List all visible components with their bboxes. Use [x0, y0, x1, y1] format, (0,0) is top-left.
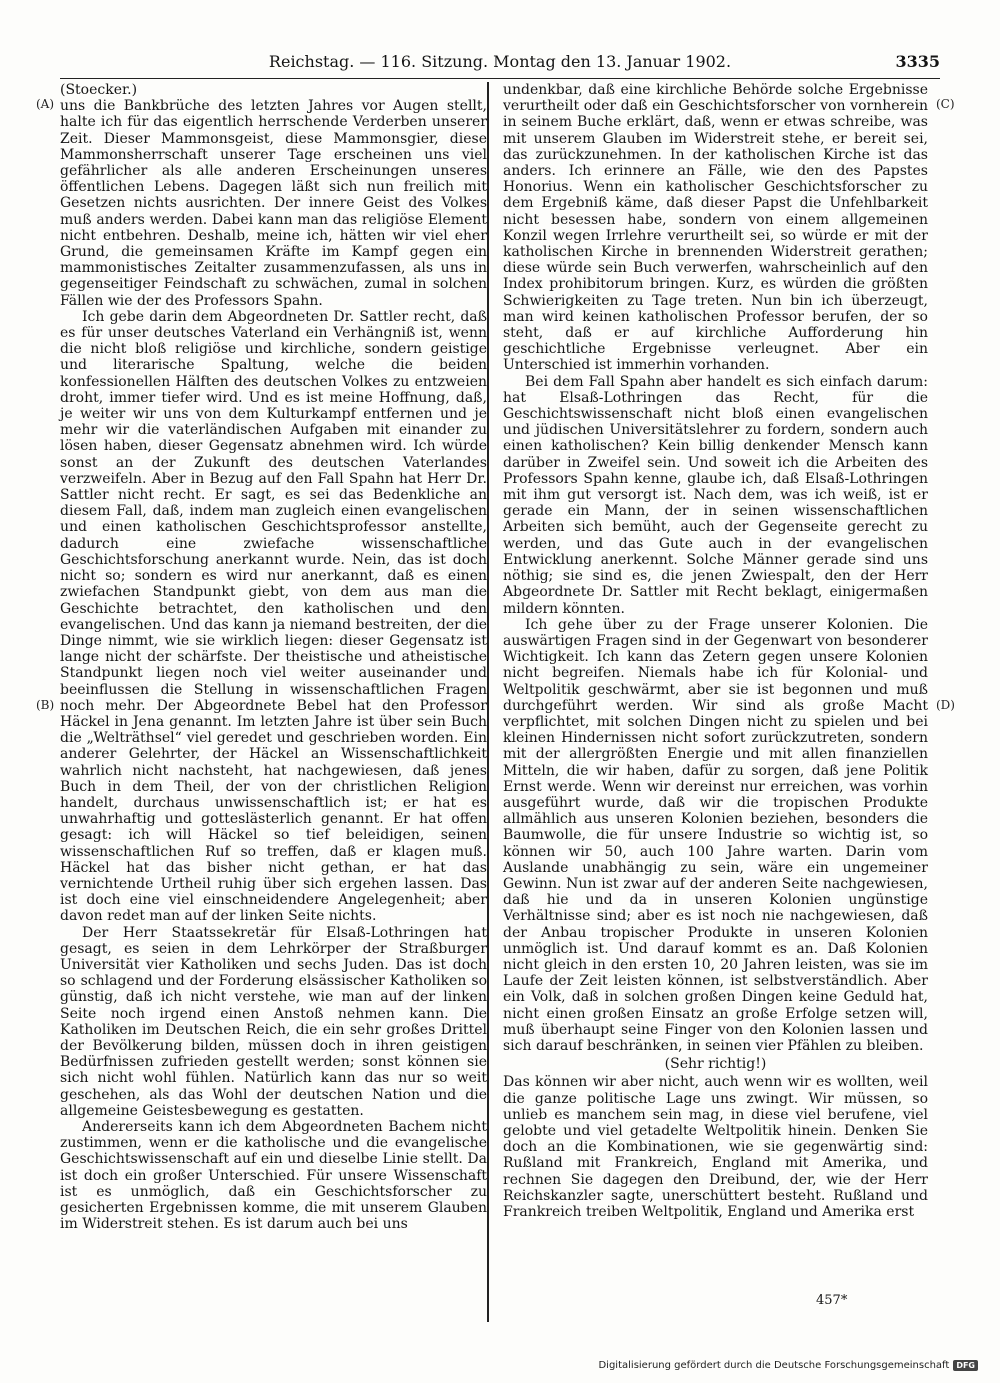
- paragraph: Der Herr Staatssekretär für Elsaß-Lothringen hat gesagt, es seien in dem Lehrkörper der Straßburger Universität vier Katholiken und sechs Juden. Das ist doch so schlagend und der Forderung elsässischer Katholiken so günstig, daß ich nicht verstehe, wie man auf der linken Seite noch irgend einen Anstoß nehmen kann. Die Katholiken im Deutschen Reich, die ein sehr großes Drittel der Bevölkerung bilden, müssen doch in ihren geistigen Bedürfnissen zufrieden gestellt werden; sonst können sie sich nicht wohl fühlen. Natürlich kann das nur so weit geschehen, als das Wohl der deutschen Nation und die allgemeine Geistesbewegung es gestatten.: [60, 924, 487, 1119]
- paragraph: uns die Bankbrüche des letzten Jahres vor Augen stellt, halte ich für das eigentlich herrschende Verderben unserer Zeit. Dieser Mammonsgeist, diese Mammonsgier, diese Mammonsherrschaft unserer Tage erscheinen uns viel gefährlicher als alle anderen Erscheinungen unseres öffentlichen Lebens. Dagegen läßt sich nun freilich mit Gesetzen nichts ausrichten. Der innere Geist des Volkes muß anders werden. Dabei kann man das religiöse Element nicht entbehren. Deshalb, meine ich, hätten wir viel eher Grund, die gemeinsamen Kräfte im Kampf gegen ein mammonistisches Zeitalter zusammenzufassen, als uns in gegenseitiger Feindschaft zu schwächen, zumal in solchen Fällen wie der des Professors Spahn.: [60, 98, 487, 309]
- column-divider: [487, 82, 489, 1322]
- paragraph: Ich gebe darin dem Abgeordneten Dr. Sattler recht, daß es für unser deutsches Vaterland ein Verhängniß ist, wenn die nicht bloß religiöse und kirchliche, sondern geistige und literarische Spaltung, welche die beiden konfessionellen Hälften des deutschen Volkes zu entzweien droht, immer tiefer wird. Und es ist meine Hoffnung, daß, je weiter wir uns von dem Kulturkampf entfernen und je mehr wir die vaterländischen Aufgaben mit einander zu lösen haben, dieser Gegensatz abnehmen wird. Ich würde sonst an der Zukunft des deutschen Vaterlandes verzweifeln. Aber in Bezug auf den Fall Spahn hat Herr Dr. Sattler nicht recht. Er sagt, es sei das Bedenkliche an diesem Fall, daß, indem man zugleich einen evangelischen und einen katholischen Geschichtsprofessor anstellte, dadurch eine zwiefache wissenschaftliche Geschichtsforschung anerkannt wurde. Nein, das ist doch nicht so; sondern es wird nur anerkannt, daß es einen zwiefachen Standpunkt giebt, von dem aus man die Geschichte betrachtet, den katholischen und den evangelischen. Und das kann ja niemand bestreiten, der die Dinge nimmt, wie sie wirklich liegen: dieser Gegensatz ist lange nicht der schärfste. Der theistische und atheistische Standpunkt liegen noch viel weiter auseinander und beeinflussen die Stellung in wissenschaftlichen Fragen noch mehr. Der Abgeordnete Bebel hat den Professor Häckel in Jena genannt. Im letzten Jahre ist über sein Buch die „Welträthsel“ viel geredet und geschrieben worden. Ein anderer Gelehrter, der Häckel an Wissenschaftlichkeit wahrlich nicht nachsteht, hat nachgewiesen, daß jenes Buch in dem Theil, der von der christlichen Religion handelt, durchaus unwissenschaftlich ist; er hat es unwahrhaftig und gotteslästerlich genannt. Er hat offen gesagt: ich will Häckel so tief beleidigen, seinen wissenschaftlichen Ruf so treffen, daß er klagen muß. Häckel hat das bisher nicht gethan, er hat das vernichtende Urtheil ruhig über sich ergehen lassen. Das ist doch eine viel einschneidendere Angelegenheit; aber davon redet man auf der linken Seite nichts.: [60, 308, 487, 925]
- left-column: [60, 82, 487, 1232]
- margin-mark-d: (D): [936, 698, 955, 712]
- footer: [598, 1360, 978, 1371]
- signature-mark: 457*: [816, 1293, 848, 1308]
- paragraph: undenkbar, daß eine kirchliche Behörde solche Ergebnisse verurtheilt oder daß ein Geschichtsforscher von vornherein in seinem Buche erklärt, daß, wenn er etwas schreibe, was mit unserem Glauben im Widerstreit stehe, er bereit sei, das zurückzunehmen. In der katholischen Kirche ist das anders. Ich erinnere an Fälle, wie den des Papstes Honorius. Wenn ein katholischer Geschichtsforscher zu dem Ergebniß käme, daß dieser Papst die Unfehlbarkeit nicht besessen habe, sondern von einem allgemeinen Konzil wegen Irrlehre verurtheilt sei, so würde er mit der katholischen Kirche in brennenden Widerstreit gerathen; diese würde sein Buch verwerfen, wahrscheinlich auf den Index prohibitorum bringen. Kurz, es würden die größten Schwierigkeiten zu Tage treten. Nun bin ich überzeugt, man wird keinen katholischen Professor berufen, der so steht, daß er auf kirchliche Aufforderung hin geschichtliche Ergebnisse verleugnet. Aber ein Unterschied ist immerhin vorhanden.: [503, 82, 928, 374]
- margin-mark-a: (A): [36, 97, 55, 111]
- paragraph: Bei dem Fall Spahn aber handelt es sich einfach darum: hat Elsaß-Lothringen das Recht, für die Geschichtswissenschaft nicht bloß einen evangelischen und jüdischen Universitätslehrer zu fordern, sondern auch einen katholischen? Kein billig denkender Mensch kann darüber in Zweifel sein. Und soweit ich die Arbeiten des Professors Spahn kenne, glaube ich, daß Elsaß-Lothringen mit ihm gut versorgt ist. Nach dem, was ich weiß, ist er gerade ein Mann, der in seinen wissenschaftlichen Arbeiten sich bemüht, auch der Gegenseite gerecht zu werden, und das Gute auch in der evangelischen Entwicklung anerkennt. Solche Männer gerade sind uns nöthig; sie sind es, die jenen Zwiespalt, den der Herr Abgeordnete Dr. Sattler mit Recht beklagt, einigermaßen mildern könnten.: [503, 373, 928, 617]
- page-number: 3335: [895, 52, 940, 71]
- right-column: [503, 82, 928, 1220]
- page-header: [60, 50, 940, 79]
- paragraph: Andererseits kann ich dem Abgeordneten Bachem nicht zustimmen, wenn er die katholische und die evangelische Geschichtswissenschaft auf ein und dieselbe Linie stellt. Da ist doch ein großer Unterschied. Für unsere Wissenschaft ist es unmöglich, daß ein Geschichtsforscher zu gesicherten Ergebnissen komme, die mit unserem Glauben im Widerstreit stehen. Es ist darum auch bei uns: [60, 1119, 487, 1233]
- margin-mark-c: (C): [936, 97, 955, 111]
- speaker-name: (Stoecker.): [60, 82, 138, 98]
- header-title: Reichstag. — 116. Sitzung. Montag den 13. Januar 1902.: [268, 52, 732, 71]
- paragraph: Ich gehe über zu der Frage unserer Kolonien. Die auswärtigen Fragen sind in der Gegenwart von besonderer Wichtigkeit. Ich kann das Zetern gegen unsere Kolonien nicht begreifen. Niemals habe ich für Kolonial- und Weltpolitik geschwärmt, aber sie ist begonnen und muß durchgeführt werden. Wir sind als große Macht verpflichtet, mit solchen Dingen nicht zu spielen und bei kleinen Hindernissen nicht sofort zurückzutreten, sondern mit der allergrößten Energie und mit allen finanziellen Mitteln, die wir haben, dafür zu sorgen, daß jene Politik Ernst werde. Wenn wir dereinst nur erreichen, was vorhin ausgeführt wurde, daß wir die tropischen Produkte allmählich aus unseren Kolonien beziehen, besonders die Baumwolle, die für unsere Industrie so wichtig ist, so können wir 50, auch 100 Jahre warten. Darin vom Auslande unabhängig zu sein, wäre ein ungemeiner Gewinn. Nun ist zwar auf der anderen Seite nachgewiesen, daß hie und da in unseren Kolonien ungünstige Verhältnisse sind; aber es ist noch nie nachgewiesen, daß der Anbau tropischer Produkte in unseren Kolonien unmöglich ist. Und darauf kommt es an. Daß Kolonien nicht gleich in den ersten 10, 20 Jahren leisten, was sie im Laufe der Zeit leisten können, ist selbstverständlich. Aber ein Volk, daß in solchen großen Dingen keine Geduld hat, nicht einen großen Einsatz an große Erfolge setzen will, muß überhaupt seine Finger von den Kolonien lassen und sich darauf beschränken, in seinen vier Pfählen zu bleiben.: [503, 616, 928, 1054]
- paragraph: Das können wir aber nicht, auch wenn wir es wollten, weil die ganze politische Lage uns zwingt. Wir müssen, so unlieb es manchem sein mag, in diese viel berufene, viel gelobte und viel getadelte Weltpolitik hinein. Denken Sie doch an die Kombinationen, wie sie gegenwärtig sind: Rußland mit Frankreich, England mit Amerika, und rechnen Sie dagegen den Dreibund, der, wie der Herr Reichskanzler sagte, unerschüttert besteht. Rußland und Frankreich treiben Weltpolitik, England und Amerika erst: [503, 1074, 928, 1221]
- footer-text: Digitalisierung gefördert durch die Deutsche Forschungsgemeinschaft: [598, 1360, 950, 1371]
- dfg-logo-icon: DFG: [953, 1360, 978, 1371]
- interjection: (Sehr richtig!): [664, 1056, 767, 1073]
- margin-mark-b: (B): [36, 698, 55, 712]
